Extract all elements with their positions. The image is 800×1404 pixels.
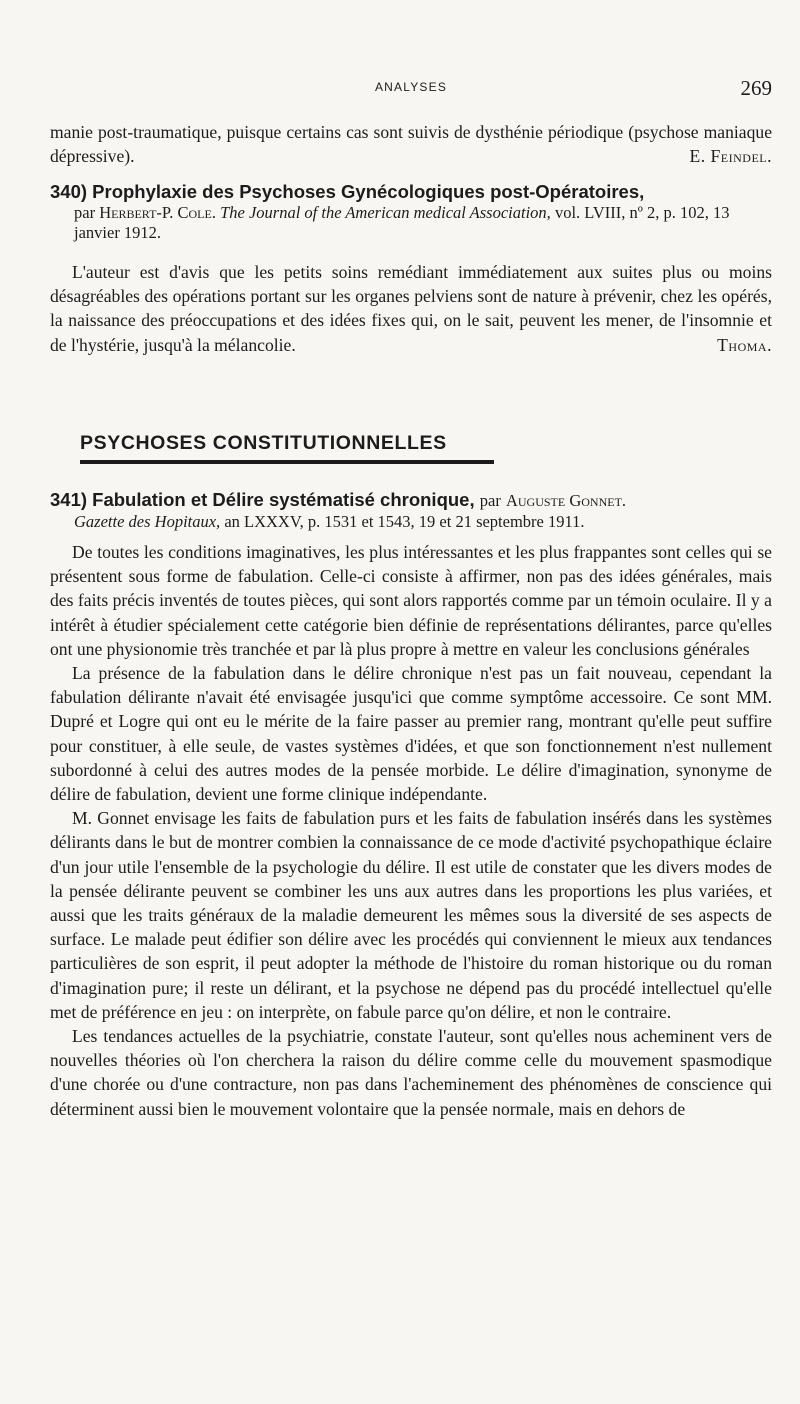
- entry-341-citation: an LXXXV, p. 1531 et 1543, 19 et 21 septembre 1911.: [224, 512, 585, 531]
- entry-341-title: [50, 488, 772, 512]
- entry-340-reference: [50, 203, 772, 243]
- entry-341-by: par: [479, 491, 501, 510]
- running-title: ANALYSES: [374, 80, 448, 94]
- entry-340-by: par: [74, 203, 96, 222]
- top-paragraph: [50, 120, 772, 168]
- running-head: [50, 78, 772, 102]
- section-rule: [80, 460, 494, 464]
- entry-341-paragraph: La présence de la fabulation dans le délire chronique n'est pas un fait nouveau, cependant la fabulation délirante n'avait été envisagée jusqu'ici que comme symptôme accessoire. Ce sont MM. Dupré et Logre qui ont eu le mérite de la faire passer au premier rang, montrant qu'elle peut suffire pour constituer, à elle seule, de vastes systèmes d'idées, et que son fonctionnement n'est nullement subordonné à celui des autres modes de la pensée morbide. Le délire d'imagination, synonyme de délire de fabulation, devient une forme clinique indépendante.: [50, 663, 772, 805]
- entry-341-paragraph: Les tendances actuelles de la psychiatrie, constate l'auteur, sont qu'elles nous acheminent vers de nouvelles théories où l'on cherchera la raison du délire comme celle du mouvement spasmodique d'une chorée ou d'une contracture, non pas dans l'acheminement des phénomènes de conscience qui déterminent aussi bien le mouvement volontaire que la pensée normale, mais en dehors de: [50, 1026, 772, 1119]
- section-heading: PSYCHOSES CONSTITUTIONNELLES: [80, 432, 447, 454]
- entry-340-body: [50, 260, 772, 357]
- entry-340-journal: The Journal of the American medical Association,: [220, 203, 551, 222]
- entry-341-reference: [50, 512, 772, 532]
- entry-341: [50, 488, 772, 532]
- entry-341-title-text: 341) Fabulation et Délire systématisé chronique,: [50, 489, 475, 510]
- signature-feindel: E. Feindel.: [689, 146, 772, 167]
- entry-340-abstract: [50, 260, 772, 357]
- entry-340-title: 340) Prophylaxie des Psychoses Gynécologiques post-Opératoires,: [50, 181, 645, 202]
- entry-341-paragraph: De toutes les conditions imaginatives, les plus intéressantes et les plus frappantes sont celles qui se présentent sous forme de fabulation. Celle-ci consiste à affirmer, non pas des idées générales, mais des faits précis inventés de toutes pièces, qui sont alors rapportés comme par un témoin oculaire. Il y a intérêt à étudier spécialement cette catégorie bien définie de représentations délirantes, parce qu'elles ont une physionomie très tranchée et par là plus propre à mettre en valeur les conclusions générales: [50, 542, 772, 659]
- entry-341-paragraph: M. Gonnet envisage les faits de fabulation purs et les faits de fabulation insérés dans les systèmes délirants dans le but de montrer combien la connaissance de ce mode d'activité psychopathique éclaire d'un jour utile l'ensemble de la psychologie du délire. Il est utile de constater que les divers modes de la pensée délirante peuvent se combiner les uns aux autres dans les proportions les plus variées, et aussi que les traits généraux de la maladie demeurent les mêmes sous la diversité de ses aspects de surface. Le malade peut édifier son délire avec les procédés qui conviennent le mieux aux tendances particulières de son esprit, il peut adopter la méthode de l'histoire du roman historique ou du roman d'imagination pure; il reste un délirant, et la psychose ne dépend pas du procédé intellectuel qu'elle met de préférence en jeu : on interprète, on fabule parce qu'on délire, et non le contraire.: [50, 808, 772, 1022]
- entry-341-abstract: [50, 540, 772, 1121]
- entry-340-citation: vol. LVIII, nº 2, p. 102, 13 janvier 1912.: [74, 203, 730, 242]
- entry-341-journal: Gazette des Hopitaux,: [74, 512, 221, 531]
- entry-341-author: Auguste Gonnet.: [505, 491, 627, 510]
- entry-340: [50, 180, 772, 243]
- top-paragraph-body: manie post-traumatique, puisque certains cas sont suivis de dysthénie périodique (psychose maniaque dépressive).: [50, 122, 772, 167]
- entry-340-body-text: L'auteur est d'avis que les petits soins remédiant immédiatement aux suites plus ou moins désagréables des opérations portant sur les organes pelviens sont de nature à prévenir, chez les opérés, la naissance des préoccupations et des idées fixes qui, on le sait, peuvent les mener, de l'insomnie et de l'hystérie, jusqu'à la mélancolie.: [50, 262, 772, 355]
- signature-thoma: Thoma.: [717, 334, 772, 355]
- entry-340-author: Herbert-P. Cole.: [99, 203, 216, 222]
- page-number: 269: [740, 76, 772, 100]
- top-paragraph-text: [50, 120, 772, 168]
